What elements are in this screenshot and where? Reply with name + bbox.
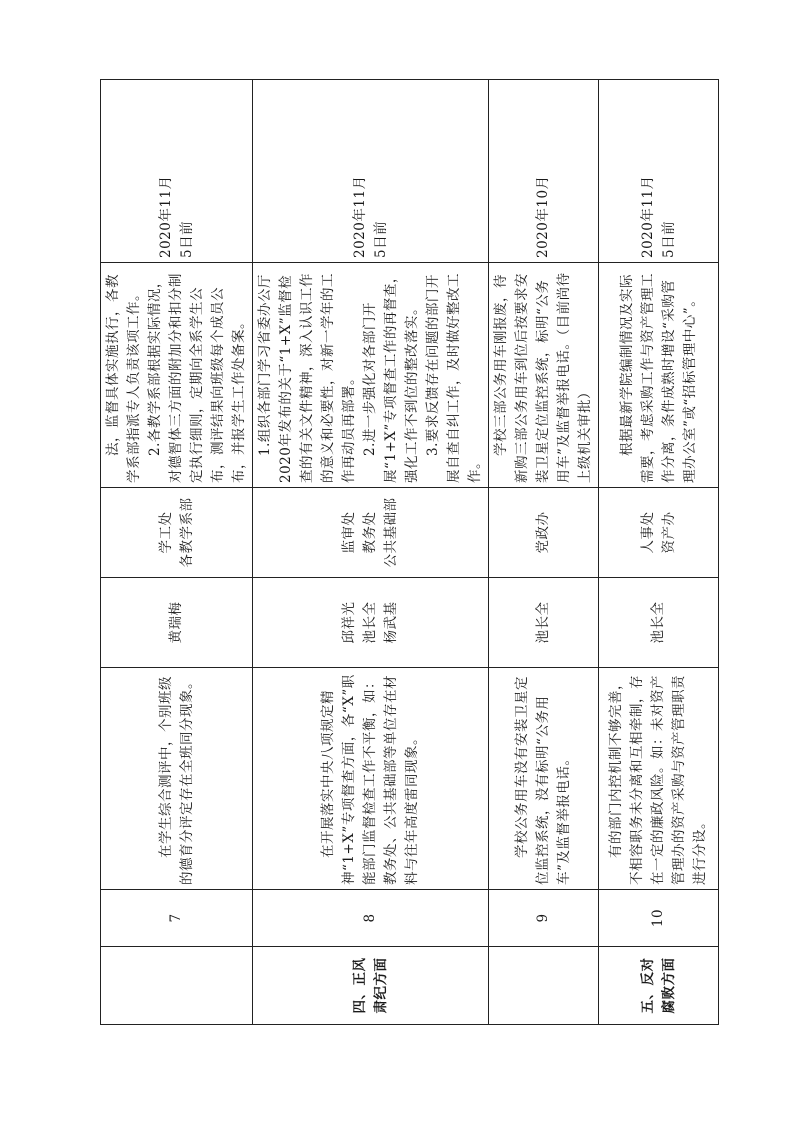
row-number: 10 [599, 890, 719, 947]
table-row [599, 80, 719, 1025]
rectification-measures [599, 263, 719, 488]
deadline-date: 2020年11月 [157, 175, 174, 258]
deadline [489, 80, 599, 263]
department-name: 学工处 [157, 511, 174, 554]
responsible-leader [489, 578, 599, 668]
deadline-date: 5日前 [178, 220, 195, 258]
rectification-measures [253, 263, 489, 488]
measure-item: 1.组织各部门学习省委办公厅2020年发布的关于“1+X”监督检查的有关文件精神，深入认识工作的意义和必要性，对新一学年的工作再动员再部署。 [257, 273, 357, 483]
responsible-department [253, 488, 489, 578]
problem-description: 在学生综合测评中，个别班级的德育分评定存在全班同分现象。 [101, 668, 253, 890]
department-name: 资产办 [660, 511, 677, 554]
measure-item: 法，监督具体实施执行，各教学系部指派专人负责该项工作。 [105, 274, 142, 483]
measure-item: 学校三部公务用车刚报废，待新购三部公务用车到位后按要求安装卫星定位监控系统，标明“公务用车”及监督举报电话。（目前尚待上级机关审批） [493, 272, 593, 483]
responsible-leader [101, 578, 253, 668]
table-row [489, 80, 599, 1025]
deadline [101, 80, 253, 263]
category-cell [101, 947, 253, 1025]
measure-item: 2.进一步强化对各部门开展“1+X”专项督查工作的再督查，强化工作不到位的整改落实。 [362, 269, 420, 483]
department-name: 公共基础部 [383, 497, 399, 568]
rectification-measures [489, 263, 599, 488]
leader-name: 池长全 [650, 601, 666, 644]
leader-name: 池长全 [362, 601, 378, 644]
responsible-department [599, 488, 719, 578]
deadline [253, 80, 489, 263]
responsible-department [489, 488, 599, 578]
row-number: 9 [489, 890, 599, 947]
leader-name: 杨武基 [383, 601, 399, 644]
deadline-date: 5日前 [660, 220, 677, 258]
measure-item: 根据最新学院编制情况及实际需要，考虑采购工作与资产管理工作分离，条件成熟时增设“采购管理办公室”或“招标管理中心”。 [618, 273, 698, 483]
responsible-leader [253, 578, 489, 668]
row-number: 7 [101, 890, 253, 947]
deadline [599, 80, 719, 263]
category-cell: 五、反对腐败方面 [599, 947, 719, 1025]
department-name: 教务处 [362, 511, 378, 554]
rectification-measures [101, 263, 253, 488]
leader-name: 池长全 [535, 601, 551, 644]
deadline-date: 2020年11月 [351, 175, 368, 258]
category-cell: 四、正风肃纪方面 [253, 947, 489, 1025]
department-name: 人事处 [639, 511, 656, 554]
leader-name: 黄瑞梅 [168, 601, 184, 644]
table-row [101, 80, 253, 1025]
row-number: 8 [253, 890, 489, 947]
deadline-date: 2020年10月 [535, 175, 551, 258]
measure-item: 3.要求反馈存在问题的部门开展自查自纠工作，及时做好整改工作。 [425, 273, 483, 483]
category-cell [489, 947, 599, 1025]
problem-description: 在开展落实中央八项规定精神“1+X”专项督查方面，各“X”职能部门监督检查工作不平衡，如：教务处、公共基础部等单位存在材料与往年高度雷同现象。 [253, 668, 489, 890]
deadline-date: 2020年11月 [639, 175, 656, 258]
department-name: 党政办 [535, 511, 551, 554]
problem-description: 学校公务用车没有安装卫星定位监控系统，没有标明“公务用车”及监督举报电话。 [489, 668, 599, 890]
department-name: 各教学系部 [178, 497, 195, 568]
responsible-department [101, 488, 253, 578]
measure-item: 2.各教学系部根据实际情况，对德智体三方面的附加分和扣分制定执行细则，定期向全系学生公布，测评结果向班级每个成员公布，并报学生工作处备案。 [147, 273, 247, 483]
problem-description: 有的部门内控机制不够完善，不相容职务未分离和互相牵制，存在一定的廉政风险。如：未对资产管理办的资产采购与资产管理职责进行分设。 [599, 668, 719, 890]
leader-name: 邱祥光 [341, 601, 357, 644]
deadline-date: 5日前 [372, 220, 389, 258]
department-name: 监审处 [341, 511, 357, 554]
responsible-leader [599, 578, 719, 668]
table-row [253, 80, 489, 1025]
rectification-table [100, 79, 719, 1025]
